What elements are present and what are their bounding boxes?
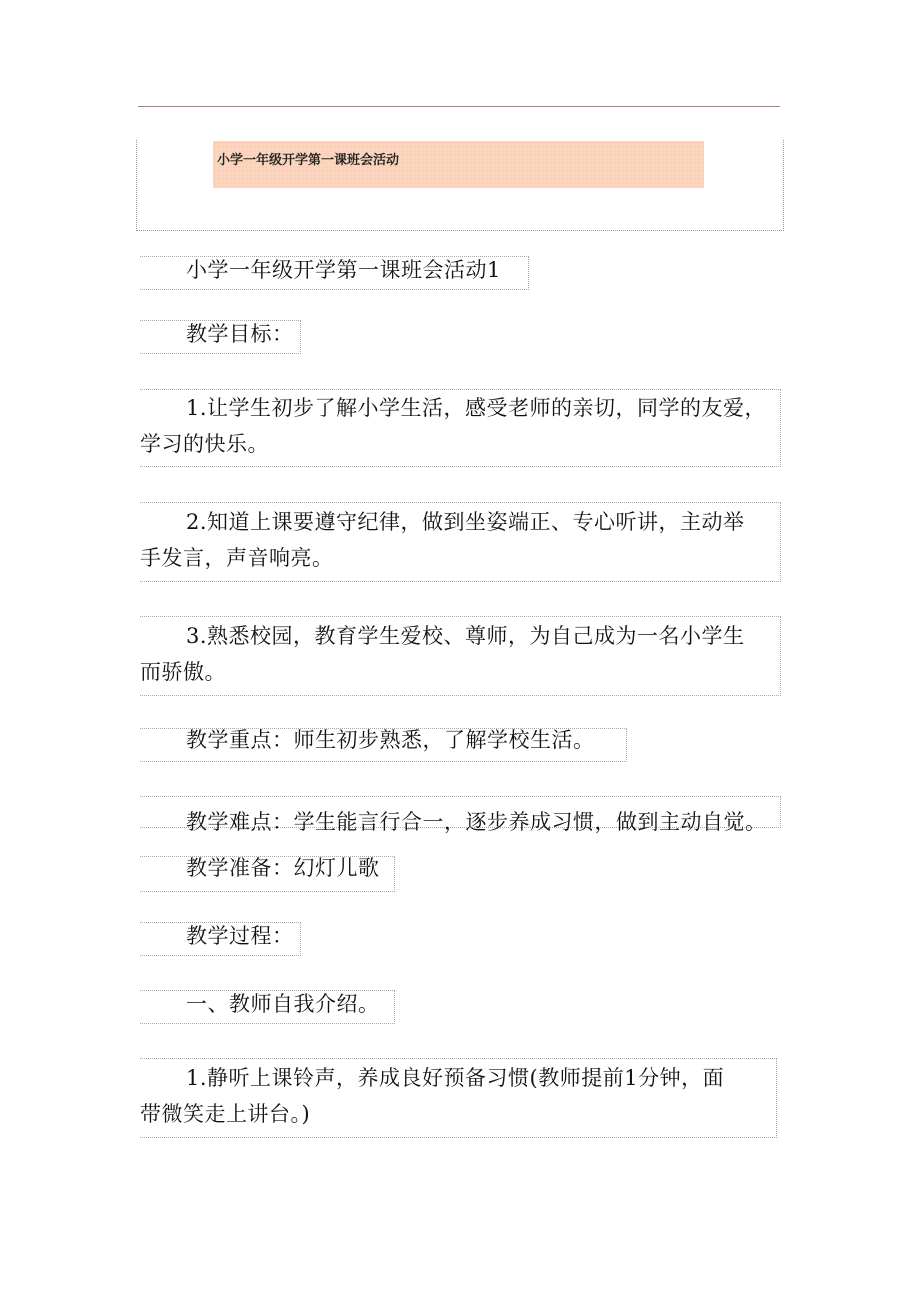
top-rule bbox=[138, 106, 780, 107]
header-title: 小学一年级开学第一课班会活动 bbox=[217, 153, 400, 168]
objective-2: 2.知道上课要遵守纪律，做到坐姿端正、专心听讲，主动举 手发言，声音响亮。 bbox=[140, 510, 745, 570]
difficulties: 教学难点：学生能言行合一，逐步养成习惯，做到主动自觉。 bbox=[186, 810, 767, 834]
document-title: 小学一年级开学第一课班会活动1 bbox=[186, 258, 501, 282]
step-1: 1.静听上课铃声，养成良好预备习惯(教师提前1分钟，面 带微笑走上讲台。) bbox=[140, 1066, 725, 1126]
objective-1: 1.让学生初步了解小学生活，感受老师的亲切，同学的友爱， 学习的快乐。 bbox=[140, 396, 767, 456]
preparation: 教学准备：幻灯儿歌 bbox=[186, 856, 380, 880]
key-points: 教学重点：师生初步熟悉，了解学校生活。 bbox=[186, 728, 595, 752]
objectives-heading: 教学目标： bbox=[186, 322, 294, 346]
section-1: 一、教师自我介绍。 bbox=[186, 992, 380, 1016]
objective-3: 3.熟悉校园，教育学生爱校、尊师，为自己成为一名小学生 而骄傲。 bbox=[140, 624, 745, 684]
process-heading: 教学过程： bbox=[186, 924, 294, 948]
